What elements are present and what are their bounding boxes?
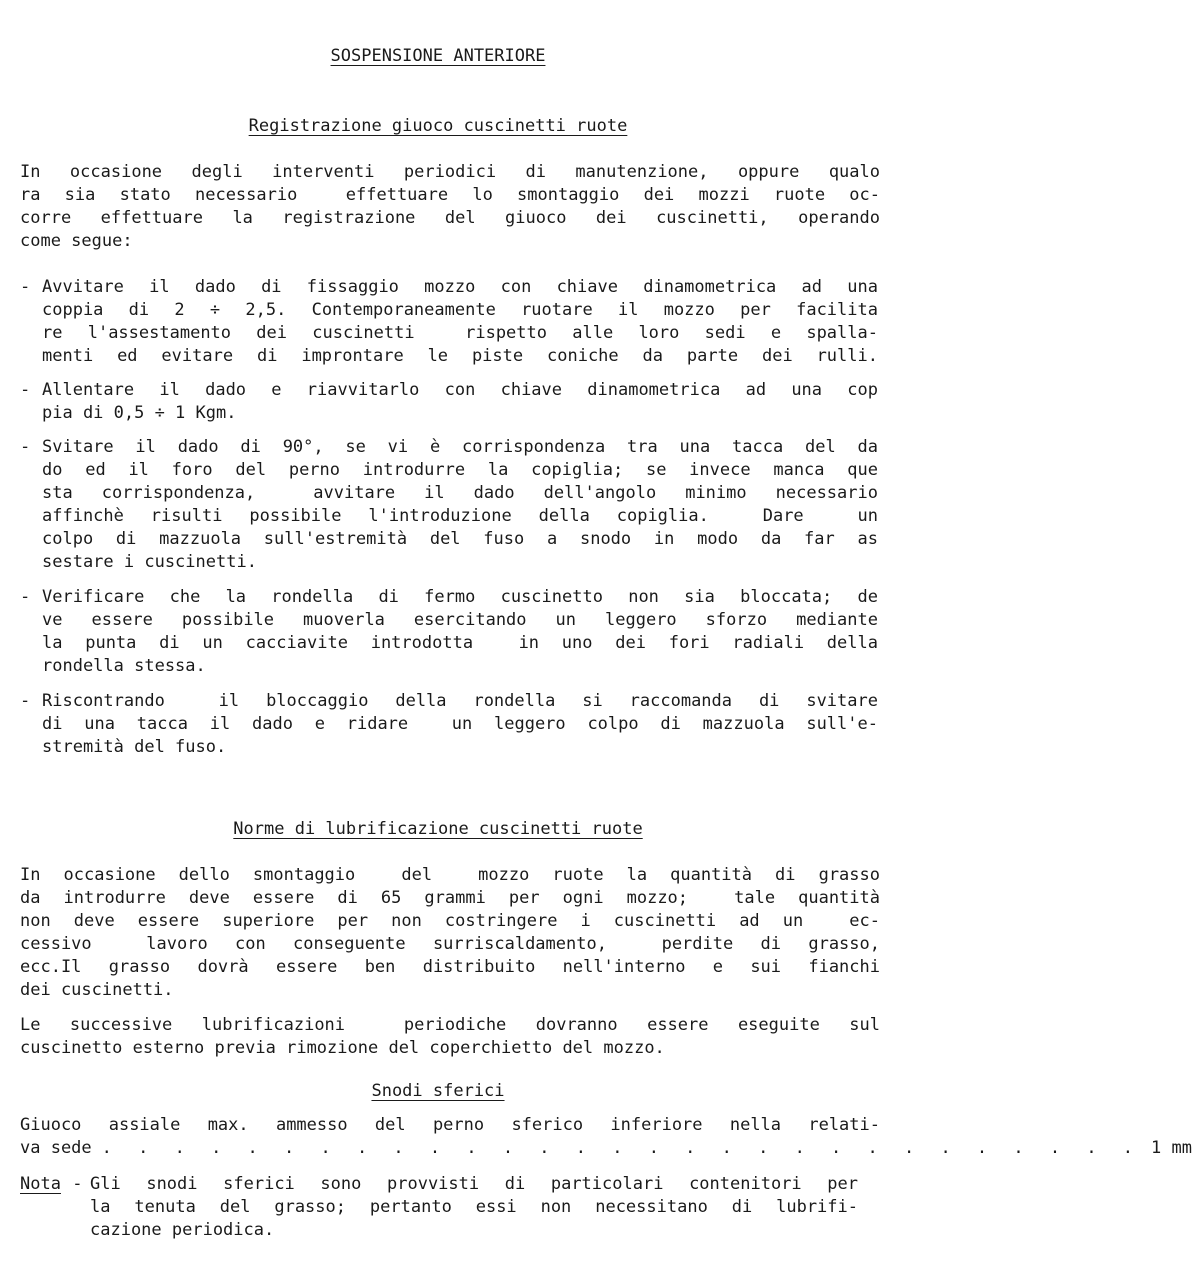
text-line: stremità del fuso. [42,737,227,757]
text-line: sta corrispondenza, avvitare il dado dell'angolo minimo necessario [42,483,878,503]
page-title: SOSPENSIONE ANTERIORE [330,46,546,66]
text-line: cessivo lavoro con conseguente surriscaldamento, perdite di grasso, [20,934,880,954]
spec-line: Giuoco assiale max. ammesso del perno sferico inferiore nella relati- [20,1115,880,1135]
text-line: Le successive lubrificazioni periodiche dovranno essere eseguite sul [20,1015,880,1035]
text-line: In occasione dello smontaggio del mozzo ruote la quantità di grasso [20,865,880,885]
text-line: In occasione degli interventi periodici di manutenzione, oppure qualo [20,162,880,182]
section-heading-snodi: Snodi sferici [371,1081,505,1101]
text-line: da introdurre deve essere di 65 grammi per ogni mozzo; tale quantità [20,888,880,908]
text-line: cuscinetto esterno previa rimozione del coperchietto del mozzo. [20,1038,665,1058]
nota-text [90,1173,858,1242]
text-line: la punta di un cacciavite introdotta in uno dei fori radiali della [42,633,878,653]
spec-value-row [20,1137,1192,1160]
bullet-dash: - [20,380,31,400]
section-heading-registrazione: Registrazione giuoco cuscinetti ruote [248,116,628,136]
text-line: di una tacca il dado e ridare un leggero colpo di mazzuola sull'e- [42,714,878,734]
bullet-text [42,586,878,678]
bullet-dash: - [20,691,31,711]
bullet-dash: - [20,437,31,457]
text-line: affinchè risulti possibile l'introduzione della copiglia. Dare un [42,506,878,526]
text-line: ecc.Il grasso dovrà essere ben distribuito nell'interno e sui fianchi [20,957,880,977]
bullet-dash: - [20,277,31,297]
intro-paragraph [20,161,880,253]
text-line: pia di 0,5 ÷ 1 Kgm. [42,403,237,423]
text-line: do ed il foro del perno introdurre la copiglia; se invece manca que [42,460,878,480]
text-line: coppia di 2 ÷ 2,5. Contemporaneamente ruotare il mozzo per facilita [42,300,878,320]
bullet-text [42,690,878,759]
text-line: Gli snodi sferici sono provvisti di particolari contenitori per [90,1174,858,1194]
text-line: cazione periodica. [90,1220,275,1240]
bullet-text [42,436,878,574]
text-line: corre effettuare la registrazione del giuoco dei cuscinetti, operando [20,208,880,228]
text-line: Avvitare il dado di fissaggio mozzo con chiave dinamometrica ad una [42,277,878,297]
text-line: Verificare che la rondella di fermo cuscinetto non sia bloccata; de [42,587,878,607]
text-line: dei cuscinetti. [20,980,174,1000]
text-line: menti ed evitare di improntare le piste coniche da parte dei rulli. [42,346,878,366]
lubrication-paragraph [20,864,880,1002]
periodic-lubrication-paragraph [20,1014,880,1060]
bullet-dash: - [20,587,31,607]
text-line: la tenuta del grasso; pertanto essi non necessitano di lubrifi- [90,1197,858,1217]
nota-separator: - [62,1174,93,1194]
spec-value: 1 mm [1151,1138,1192,1158]
text-line: Svitare il dado di 90°, se vi è corrispondenza tra una tacca del da [42,437,878,457]
nota-label-text: Nota [20,1174,61,1194]
text-line: ve essere possibile muoverla esercitando un leggero sforzo mediante [42,610,878,630]
leader-dots: . . . . . . . . . . . . . . . . . . . . . . . . . . . . . [101,1138,1142,1158]
spec-label: va sede [20,1138,92,1158]
spec-block [20,1114,1192,1160]
section-heading-lubrificazione: Norme di lubrificazione cuscinetti ruote [233,819,643,839]
bullet-text [42,276,878,368]
text-line: non deve essere superiore per non costringere i cuscinetti ad un ec- [20,911,880,931]
text-line: Riscontrando il bloccaggio della rondella si raccomanda di svitare [42,691,878,711]
bullet-text [42,379,878,425]
text-line: sestare i cuscinetti. [42,552,257,572]
text-line: re l'assestamento dei cuscinetti rispetto alle loro sedi e spalla- [42,323,878,343]
text-line: rondella stessa. [42,656,206,676]
text-line: Allentare il dado e riavvitarlo con chiave dinamometrica ad una cop [42,380,878,400]
nota-label [20,1173,61,1196]
text-line: colpo di mazzuola sull'estremità del fuso a snodo in modo da far as [42,529,878,549]
text-line: come segue: [20,231,133,251]
text-line: ra sia stato necessario effettuare lo smontaggio dei mozzi ruote oc- [20,185,880,205]
